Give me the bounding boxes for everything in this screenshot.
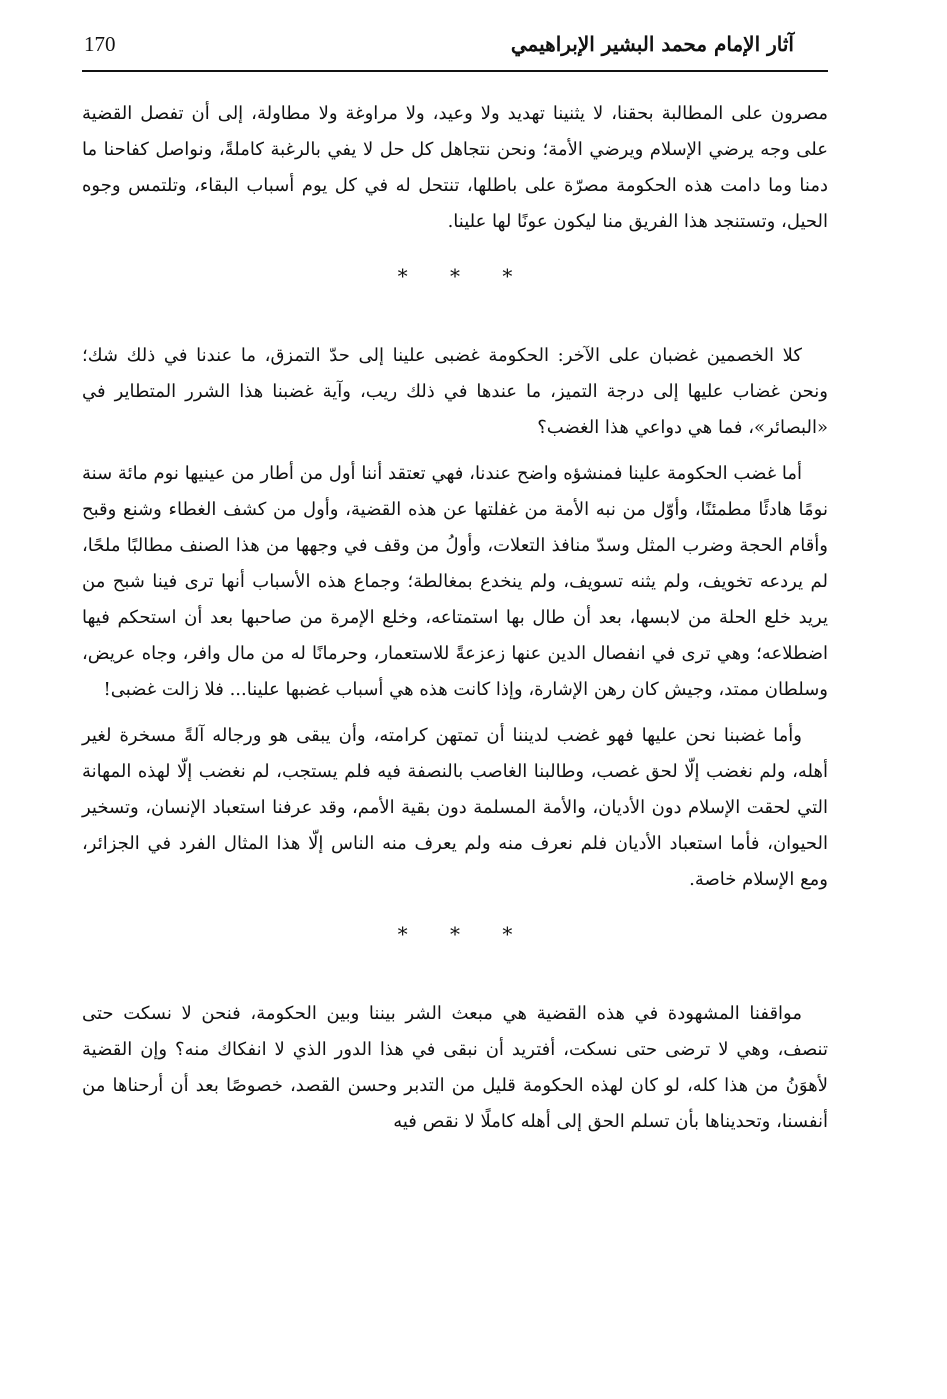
section-separator-2: * * * xyxy=(397,922,531,946)
page-header xyxy=(82,30,828,72)
paragraph-2: كلا الخصمين غضبان على الآخر: الحكومة غضبى علينا إلى حدّ التمزق، ما عندنا في ذلك شك؛ ونحن غضاب عليها إلى درجة التميز، ما عندها في ذلك ريب، وآية غضبنا هذا الشرر المتطاير في «البصائر»، فما هي دواعي هذا الغضب؟ xyxy=(82,345,828,438)
paragraph-gap xyxy=(82,446,828,456)
section-separator-1: * * * xyxy=(397,264,531,288)
paragraph-4: وأما غضبنا نحن عليها فهو غضب لديننا أن تمتهن كرامته، وأن يبقى هو ورجاله آلةً مسخرة لغير أهله، ولم نغضب إلّا لحق غصب، وطالبنا الغاصب بالنصفة فيه فلم يستجب، لم نغضب إلّا لهذه المهانة التي لحقت الإسلام دون الأديان، والأمة المسلمة دون بقية الأمم، وقد عرفنا استعباد الإنسان، وتسخير الحيوان، فأما استعباد الأديان فلم نعرف منه ولم يعرف منه الناس إلّا هذا المثال الفرد في الجزائر، ومع الإسلام خاصة. xyxy=(82,725,828,890)
paragraph-1: مصرون على المطالبة بحقنا، لا يثنينا تهديد ولا وعيد، ولا مراوغة ولا مطاولة، إلى أن تفصل القضية على وجه يرضي الإسلام ويرضي الأمة؛ ونحن نتجاهل كل حل لا يفي بالرغبة كاملةً، ونواصل كفاحنا ما دمنا وما دامت هذه الحكومة مصرّة على باطلها، تنتحل له في كل يوم أسباب البقاء، وتلتمس وجوه الحيل، وتستنجد هذا الفريق منا ليكون عونًا لها علينا. xyxy=(82,103,828,232)
paragraph-3: أما غضب الحكومة علينا فمنشؤه واضح عندنا، فهي تعتقد أننا أول من أطار من عينيها نوم مائة سنة نومًا هادئًا مطمئنًا، وأوّل من نبه الأمة من غفلتها عن هذه القضية، وأول من كشف الغطاء وشنع وقبح وأقام الحجة وضرب المثل وسدّ منافذ التعلات، وأولُ من وقف في وجهها من هذا الصنف مطالبًا ملحًا، لم يردعه تخويف، ولم يثنه تسويف، ولم ينخدع بمغالطة؛ وجماع هذه الأسباب أنها ترى فينا شبح من يريد خلع الحلة من لابسها، بعد أن طال بها استمتاعه، وخلع الإمرة من صاحبها بعد أن استحكم فيها اضطلاعه؛ وهي ترى في انفصال الدين عنها زعزعةً للاستعمار، وحرمانًا له من مال وافر، وجاه عريض، وسلطان ممتد، وجيش كان رهن الإشارة، وإذا كانت هذه هي أسباب غضبها علينا... فلا زالت غضبى! xyxy=(82,463,828,700)
paragraph-gap xyxy=(82,708,828,718)
body-text xyxy=(82,96,828,1140)
paragraph-5: مواقفنا المشهودة في هذه القضية هي مبعث الشر بيننا وبين الحكومة، فنحن لا نسكت حتى تنصف، وهي لا ترضى حتى نسكت، أفتريد أن نبقى في هذا الدور الذي لا انفكاك منه؟ وإن القضية لأهوَنُ من هذا كله، لو كان لهذه الحكومة قليل من التدبر وحسن القصد، خصوصًا بعد أن أرحناها من أنفسنا، وتحديناها بأن تسلم الحق إلى أهله كاملًا لا نقص فيه xyxy=(82,1003,828,1132)
running-title: آثار الإمام محمد البشير الإبراهيمي xyxy=(510,32,794,56)
page-number: 170 xyxy=(84,32,116,56)
